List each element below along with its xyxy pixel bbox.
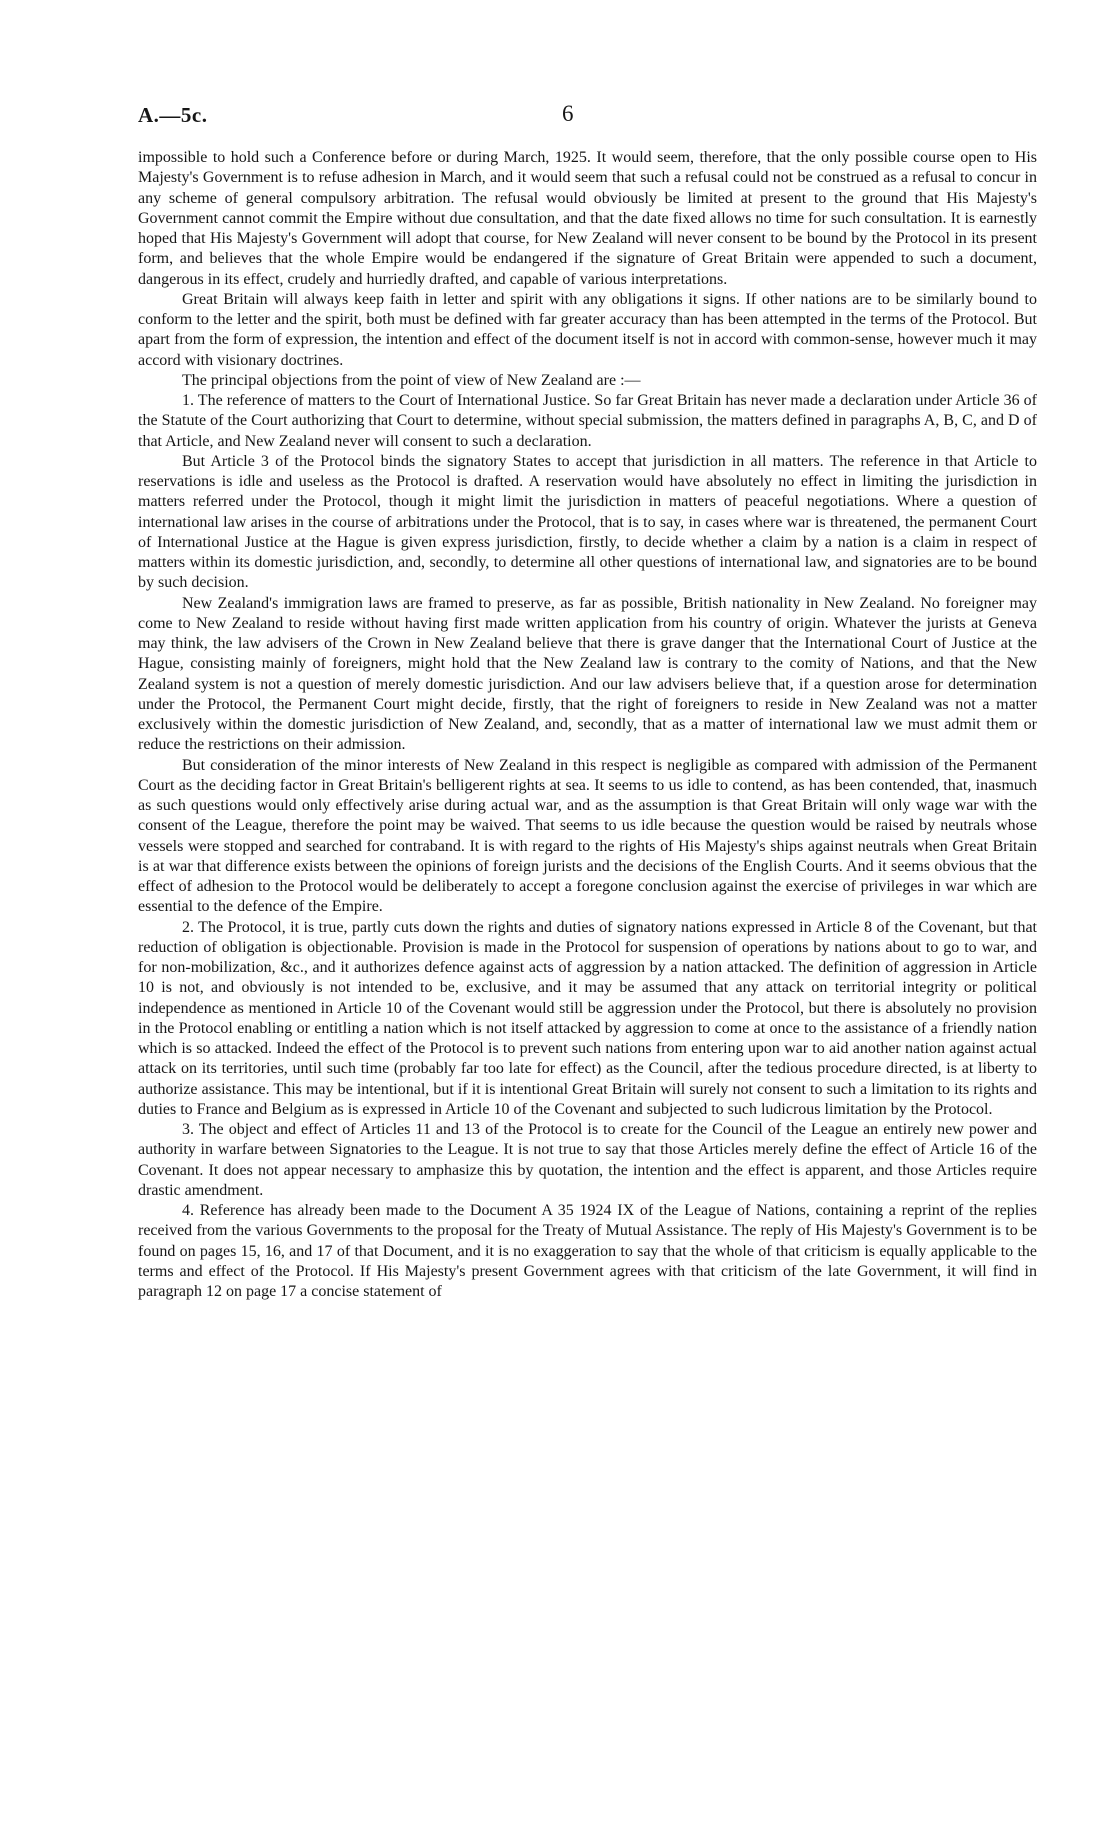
paragraph-immigration-laws: New Zealand's immigration laws are framed to preserve, as far as possible, British nationality in New Zealand. No foreigner may come to New Zealand to reside without having first made written application from his country of origin. Whatever the jurists at Geneva may think, the law advisers of the Crown in New Zealand believe that there is grave danger that the International Court of Justice at the Hague, consisting mainly of foreigners, might hold that the New Zealand law is contrary to the comity of Nations, and that the New Zealand system is not a question of merely domestic jurisdiction. And our law advisers believe that, if a question arose for determination under the Protocol, the Permanent Court might decide, firstly, that the right of foreigners to reside in New Zealand was not a matter exclusively within the domestic jurisdiction of New Zealand, and, secondly, that as a matter of international law we must admit them or reduce the restrictions on their admission. (138, 594, 1037, 754)
paragraph-objection-1: 1. The reference of matters to the Court of International Justice. So far Great Britain has never made a declaration under Article 36 of the Statute of the Court authorizing that Court to determine, without special submission, the matters defined in paragraphs A, B, C, and D of that Article, and New Zealand never will consent to such a declaration. (138, 392, 1037, 450)
paragraph-principal-objections: The principal objections from the point of view of New Zealand are :— (182, 371, 641, 389)
paragraph-objection-3: 3. The object and effect of Articles 11 and 13 of the Protocol is to create for the Council of the League an entirely new power and authority in warfare between Signatories to the League. It is not true to say that those Articles merely define the effect of Article 16 of the Covenant. It does not appear necessary to amphasize this by quotation, the intention and the effect is apparent, and those Articles require drastic amendment. (138, 1121, 1037, 1199)
paragraph-article-3: But Article 3 of the Protocol binds the signatory States to accept that jurisdiction in all matters. The reference in that Article to reservations is idle and useless as the Protocol is drafted. A reservation would have absolutely no effect in limiting the jurisdiction in matters referred under the Protocol, though it might limit the jurisdiction in matters of peaceful negotiations. Where a question of international law arises in the course of arbitrations under the Protocol, that is to say, in cases where war is threatened, the permanent Court of International Justice at the Hague is given express jurisdiction, firstly, to decide whether a claim by a nation is a claim in respect of matters within its domestic jurisdiction, and, secondly, to determine all other questions of international law, and signatories are to be bound by such decision. (138, 452, 1037, 592)
paragraph-belligerent-rights: But consideration of the minor interests of New Zealand in this respect is negligible as compared with admission of the Permanent Court as the deciding factor in Great Britain's belligerent rights at sea. It seems to us idle to contend, as has been contended, that, inasmuch as such questions would only effectively arise during actual war, and as the assumption is that Great Britain will only wage war with the consent of the League, therefore the point may be waived. That seems to us idle because the question would be raised by neutrals whose vessels were stopped and searched for contraband. It is with regard to the rights of His Majesty's ships against neutrals when Great Britain is at war that difference exists between the opinions of foreign jurists and the decisions of the English Courts. And it seems obvious that the effect of adhesion to the Protocol would be deliberately to accept a foregone conclusion against the exercise of privileges in war which are essential to the defence of the Empire. (138, 756, 1037, 916)
paragraph-objection-4: 4. Reference has already been made to the Document A 35 1924 IX of the League of Nations, containing a reprint of the replies received from the various Governments to the proposal for the Treaty of Mutual Assistance. The reply of His Majesty's Government is to be found on pages 15, 16, and 17 of that Document, and it is no exaggeration to say that the whole of that criticism is equally applicable to the terms and effect of the Protocol. If His Majesty's present Government agrees with that criticism of the late Government, it will find in paragraph 12 on page 17 a concise statement of (138, 1202, 1037, 1300)
paragraph-objection-2: 2. The Protocol, it is true, partly cuts down the rights and duties of signatory nations expressed in Article 8 of the Covenant, but that reduction of obligation is objectionable. Provision is made in the Protocol for suspension of operations by nations about to go to war, and for non-mobilization, &c., and it authorizes defence against acts of aggression by a nation attacked. The definition of aggression in Article 10 is not, and obviously is not intended to be, exclusive, and it may be assumed that any attack on territorial integrity or political independence as mentioned in Article 10 of the Covenant would still be aggression under the Protocol, but there is absolutely no provision in the Protocol enabling or entitling a nation which is not itself attacked by aggression to come at once to the assistance of a friendly nation which is so attacked. Indeed the effect of the Protocol is to prevent such nations from entering upon war to aid another nation against actual attack on its territories, until such time (probably far too late for effect) as the Council, after the tedious procedure directed, is at liberty to authorize assistance. This may be intentional, but if it is intentional Great Britain will surely not consent to such a limitation to its rights and duties to France and Belgium as is expressed in Article 10 of the Covenant and subjected to such ludicrous limitation by the Protocol. (138, 918, 1037, 1118)
page-header (138, 103, 1038, 133)
body-text (138, 148, 1037, 1302)
document-reference: A.—5c. (138, 103, 208, 127)
paragraph-continuation: impossible to hold such a Conference before or during March, 1925. It would seem, therefore, that the only possible course open to His Majesty's Government is to refuse adhesion in March, and it would seem that such a refusal could not be construed as a refusal to concur in any scheme of general compulsory arbitration. The refusal would obviously be limited at present to the ground that His Majesty's Government cannot commit the Empire without due consultation, and that the date fixed allows no time for such consultation. It is earnestly hoped that His Majesty's Government will adopt that course, for New Zealand will never consent to be bound by the Protocol in its present form, and believes that the whole Empire would be endangered if the signature of Great Britain were appended to such a document, dangerous in its effect, crudely and hurriedly drafted, and capable of various interpretations. (138, 149, 1037, 288)
paragraph-keep-faith: Great Britain will always keep faith in letter and spirit with any obligations it signs. If other nations are to be similarly bound to conform to the letter and the spirit, both must be defined with far greater accuracy than has been attempted in the terms of the Protocol. But apart from the form of expression, the intention and effect of the document itself is not in accord with common-sense, however much it may accord with visionary doctrines. (138, 290, 1037, 369)
page-number: 6 (562, 101, 574, 126)
